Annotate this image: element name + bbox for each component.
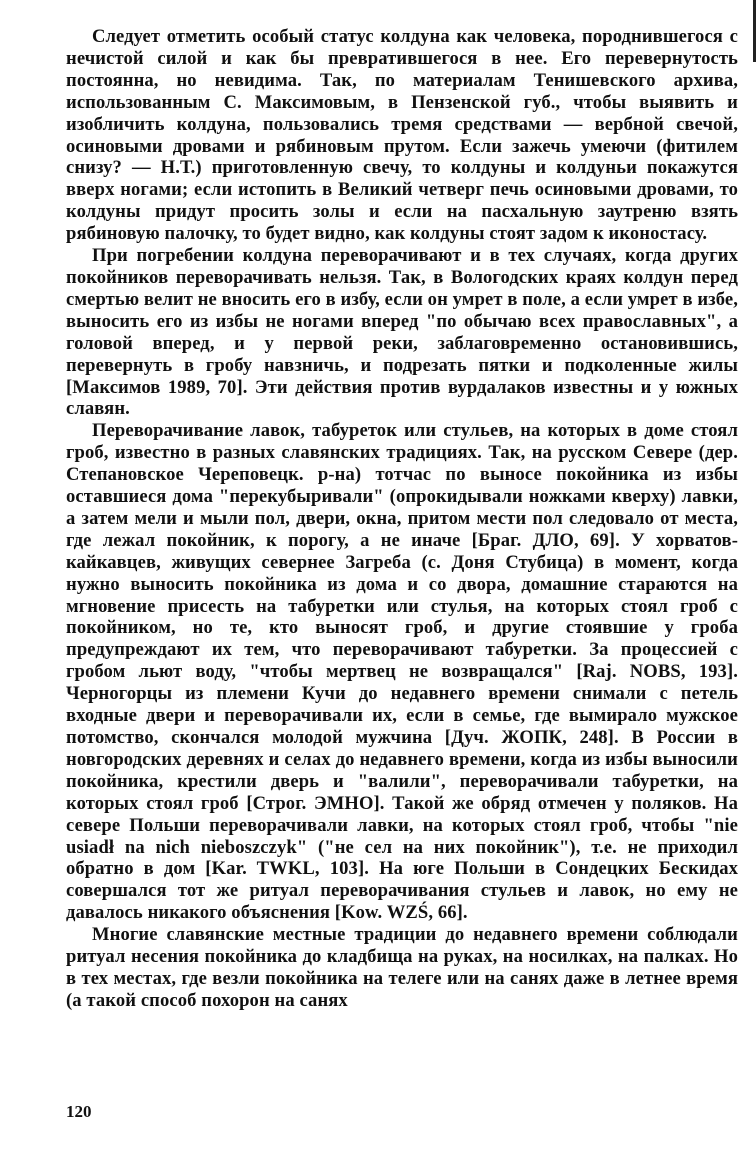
- paragraph-carrying-deceased: Многие славянские местные традиции до недавнего времени соблюдали ритуал несения покойника до кладбища на руках, на носилках, на палках. Но в тех местах, где везли покойника на телеге или на санях даже в летнее время (а такой способ похорон на санях: [66, 924, 738, 1011]
- page-number: 120: [66, 1102, 92, 1121]
- paragraph-sorcerer-status: Следует отметить особый статус колдуна как человека, породнившегося с нечистой силой и как бы превратившегося в нее. Его перевернутость постоянна, но невидима. Так, по материалам Тенишевского архива, использованным С. Максимовым, в Пензенской губ., чтобы выявить и изобличить колдуна, пользовались тремя средствами — вербной свечой, осиновыми дровами и рябиновым прутом. Если зажечь умеючи (фитилем снизу? — Н.Т.) приготовленную свечу, то колдуны и колдуньи покажутся вверх ногами; если истопить в Великий четверг печь осиновыми дровами, то колдуны придут просить золы и если на пасхальную заутреню взять рябиновую палочку, то будет видно, как колдуны стоят задом к иконостасу.: [66, 26, 738, 245]
- document-body: [66, 26, 738, 1012]
- paragraph-sorcerer-burial: При погребении колдуна переворачивают и в тех случаях, когда других покойников переворачивать нельзя. Так, в Вологодских краях колдун перед смертью велит не вносить его в избу, если он умрет в поле, а если умрет в избе, выносить его из избы не ногами вперед "по обычаю всех православных", а головой вперед, и у первой реки, заблаговременно остановившись, перевернуть в гробу навзничь, и подрезать пятки и подколенные жилы [Максимов 1989, 70]. Эти действия против вурдалаков известны и у южных славян.: [66, 245, 738, 420]
- paragraph-overturning-benches: Переворачивание лавок, табуреток или стульев, на которых в доме стоял гроб, известно в разных славянских традициях. Так, на русском Севере (дер. Степановское Череповецк. р-на) тотчас по выносе покойника из избы оставшиеся дома "перекубыривали" (опрокидывали ножками кверху) лавки, а затем мели и мыли пол, двери, окна, притом мести пол следовало от места, где лежал покойник, к порогу, а не иначе [Браг. ДЛО, 69]. У хорватов-кайкавцев, живущих севернее Загреба (с. Доня Стубица) в момент, когда нужно выносить покойника из дома и со двора, домашние стараются на мгновение присесть на табуретки или стулья, на которых стоял гроб с покойником, но те, кто выносят гроб, и другие стоявшие у гроба предупреждают их тем, что переворачивают табуретки. За процессией с гробом льют воду, "чтобы мертвец не возвращался" [Raj. NOBS, 193]. Черногорцы из племени Кучи до недавнего времени снимали с петель входные двери и переворачивали их, если в семье, где вымирало мужское потомство, скончался молодой мужчина [Дуч. ЖОПК, 248]. В России в новгородских деревнях и селах до недавнего времени, когда из избы выносили покойника, крестили дверь и "валили", переворачивали табуретки, на которых стоял гроб [Строг. ЭМНО]. Такой же обряд отмечен у поляков. На севере Польши переворачивали лавки, на которых стоял гроб, чтобы "nie usiadł na nich nieboszczyk" ("не сел на них покойник"), т.е. не приходил обратно в дом [Kar. TWKL, 103]. На юге Польши в Сондецких Бескидах совершался тот же ритуал переворачивания стульев и лавок, но ему не давалось никакого объяснения [Kow. WZŚ, 66].: [66, 420, 738, 924]
